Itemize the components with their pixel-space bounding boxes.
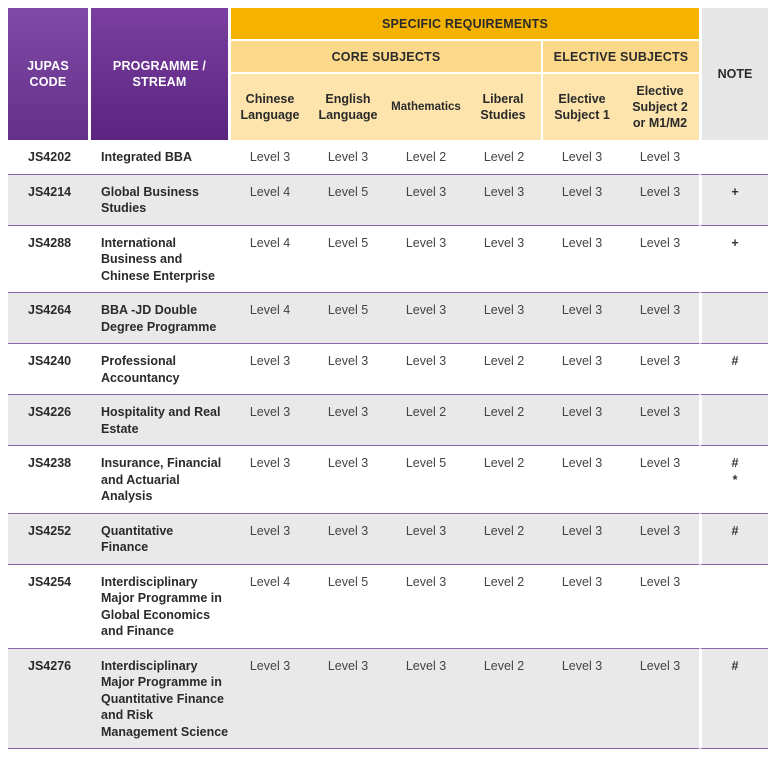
programme-name: Global Business Studies [91,175,231,226]
level-cell: Level 3 [621,344,699,395]
note-cell: # [699,344,768,395]
level-cell: Level 3 [231,446,309,514]
level-cell: Level 2 [387,140,465,175]
level-cell: Level 3 [543,649,621,750]
level-cell: Level 3 [309,446,387,514]
subject-header: Liberal Studies [465,74,543,140]
jupas-code: JS4288 [8,226,91,294]
level-cell: Level 3 [231,395,309,446]
level-cell: Level 2 [465,649,543,750]
level-cell: Level 3 [387,344,465,395]
programme-name: BBA -JD Double Degree Programme [91,293,231,344]
level-cell: Level 2 [465,140,543,175]
level-cell: Level 3 [543,175,621,226]
level-cell: Level 3 [543,565,621,649]
jupas-code: JS4252 [8,514,91,565]
level-cell: Level 3 [231,344,309,395]
note-cell: # [699,649,768,750]
note-cell: # * [699,446,768,514]
level-cell: Level 3 [621,565,699,649]
subject-header: Elective Subject 1 [543,74,621,140]
level-cell: Level 3 [231,514,309,565]
programme-name: Quantitative Finance [91,514,231,565]
level-cell: Level 3 [621,395,699,446]
table-row [8,344,768,395]
specific-requirements-header: SPECIFIC REQUIREMENTS [231,8,699,41]
programme-name: Interdisciplinary Major Programme in Quantitative Finance and Risk Management Science [91,649,231,750]
programme-header: PROGRAMME / STREAM [91,8,231,140]
level-cell: Level 3 [621,226,699,294]
level-cell: Level 3 [387,175,465,226]
level-cell: Level 2 [465,344,543,395]
note-header: NOTE [699,8,768,140]
level-cell: Level 2 [465,514,543,565]
programme-name: Insurance, Financial and Actuarial Analysis [91,446,231,514]
table-row [8,175,768,226]
level-cell: Level 5 [309,226,387,294]
subject-header: Chinese Language [231,74,309,140]
elective-subjects-header: ELECTIVE SUBJECTS [543,41,699,74]
jupas-code: JS4276 [8,649,91,750]
level-cell: Level 4 [231,565,309,649]
note-cell [699,395,768,446]
level-cell: Level 4 [231,175,309,226]
level-cell: Level 3 [309,395,387,446]
note-cell: # [699,514,768,565]
level-cell: Level 3 [543,446,621,514]
jupas-code: JS4214 [8,175,91,226]
level-cell: Level 3 [387,565,465,649]
note-cell: + [699,175,768,226]
requirements-table [8,8,768,749]
level-cell: Level 3 [387,226,465,294]
level-cell: Level 3 [621,446,699,514]
level-cell: Level 5 [309,293,387,344]
level-cell: Level 3 [231,140,309,175]
level-cell: Level 3 [309,514,387,565]
level-cell: Level 2 [387,395,465,446]
level-cell: Level 3 [621,514,699,565]
programme-name: Integrated BBA [91,140,231,175]
level-cell: Level 5 [387,446,465,514]
level-cell: Level 2 [465,446,543,514]
table-row [8,395,768,446]
level-cell: Level 3 [465,293,543,344]
level-cell: Level 3 [231,649,309,750]
level-cell: Level 3 [543,140,621,175]
jupas-code-header: JUPAS CODE [8,8,91,140]
note-cell: + [699,226,768,294]
jupas-code: JS4202 [8,140,91,175]
level-cell: Level 3 [621,649,699,750]
table-row [8,514,768,565]
level-cell: Level 3 [621,293,699,344]
table-row [8,226,768,294]
jupas-code: JS4264 [8,293,91,344]
note-cell [699,293,768,344]
level-cell: Level 3 [621,175,699,226]
level-cell: Level 3 [543,395,621,446]
level-cell: Level 3 [465,226,543,294]
jupas-code: JS4226 [8,395,91,446]
level-cell: Level 3 [387,293,465,344]
subject-header: Elective Subject 2 or M1/M2 [621,74,699,140]
table-row [8,293,768,344]
core-subjects-header: CORE SUBJECTS [231,41,543,74]
programme-name: Professional Accountancy [91,344,231,395]
table-row [8,565,768,649]
table-row [8,140,768,175]
programme-name: Interdisciplinary Major Programme in Global Economics and Finance [91,565,231,649]
level-cell: Level 3 [621,140,699,175]
level-cell: Level 2 [465,395,543,446]
level-cell: Level 3 [387,514,465,565]
level-cell: Level 3 [309,344,387,395]
level-cell: Level 2 [465,565,543,649]
jupas-code: JS4240 [8,344,91,395]
note-cell [699,565,768,649]
level-cell: Level 3 [543,293,621,344]
subject-header: English Language [309,74,387,140]
subject-header: Mathematics [387,74,465,140]
level-cell: Level 5 [309,175,387,226]
table-row [8,649,768,750]
level-cell: Level 3 [387,649,465,750]
level-cell: Level 4 [231,226,309,294]
level-cell: Level 3 [543,226,621,294]
table-row [8,446,768,514]
level-cell: Level 3 [543,344,621,395]
level-cell: Level 5 [309,565,387,649]
note-cell [699,140,768,175]
level-cell: Level 3 [543,514,621,565]
level-cell: Level 4 [231,293,309,344]
jupas-code: JS4238 [8,446,91,514]
level-cell: Level 3 [309,140,387,175]
jupas-code: JS4254 [8,565,91,649]
programme-name: International Business and Chinese Enterprise [91,226,231,294]
level-cell: Level 3 [465,175,543,226]
level-cell: Level 3 [309,649,387,750]
programme-name: Hospitality and Real Estate [91,395,231,446]
